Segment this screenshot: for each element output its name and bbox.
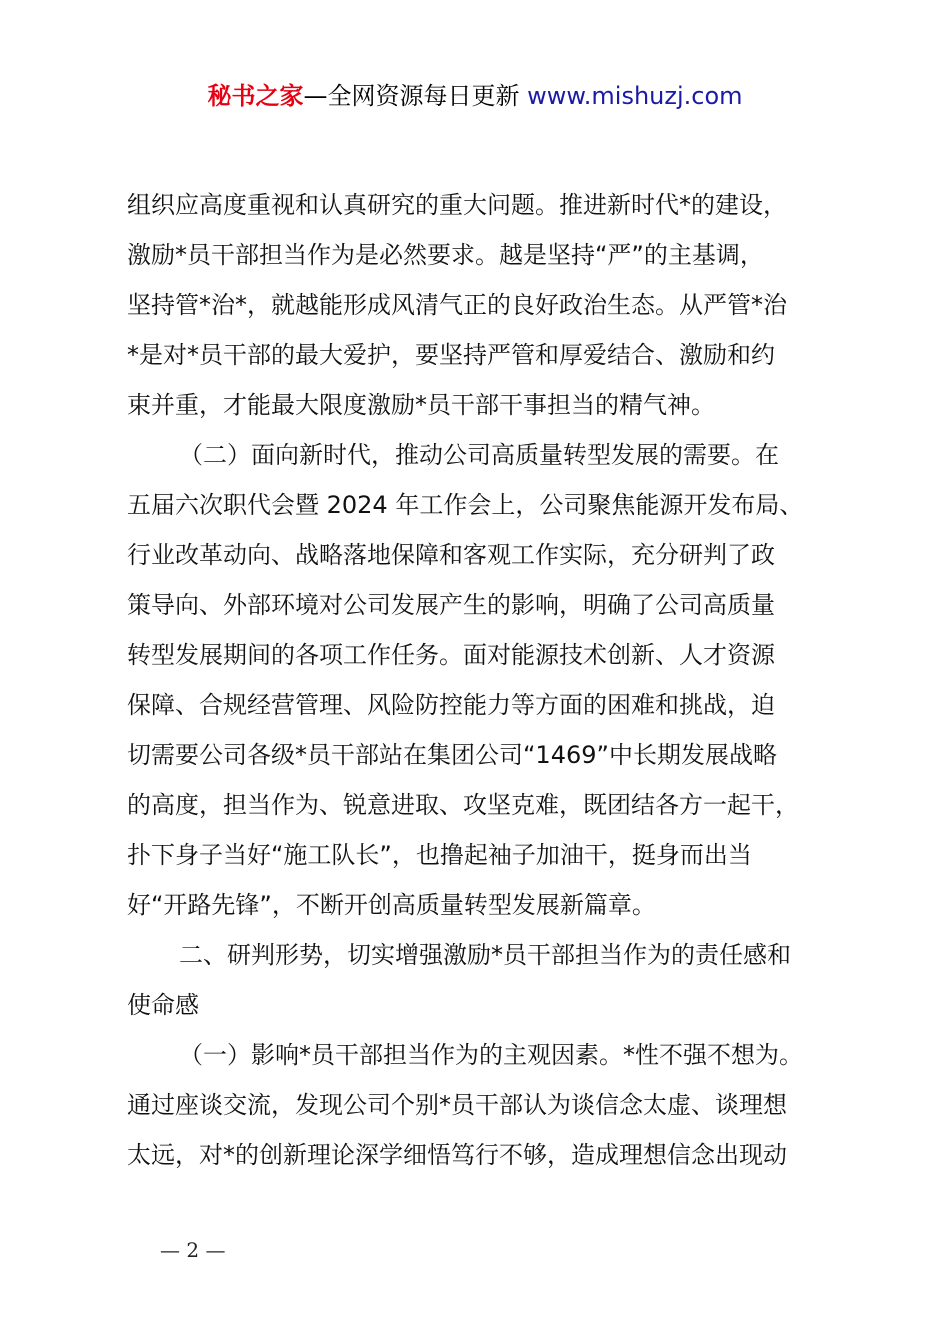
- site-url-link[interactable]: www.mishuzj.com: [527, 82, 743, 110]
- section-heading-line: （二）面向新时代，推动公司高质量转型发展的需要。在: [179, 441, 779, 469]
- page-number: — 2 —: [160, 1238, 226, 1262]
- text-line: 转型发展期间的各项工作任务。面对能源技术创新、人才资源: [127, 641, 775, 669]
- site-slogan: —全网资源每日更新: [303, 82, 528, 110]
- text-line: 激励*员干部担当作为是必然要求。越是坚持“严”的主基调，: [127, 241, 764, 269]
- text-line: 的高度，担当作为、锐意进取、攻坚克难，既团结各方一起干，: [127, 791, 799, 819]
- document-body: [127, 180, 835, 1180]
- text-line: 五届六次职代会暨 2024 年工作会上，公司聚焦能源开发布局、: [127, 491, 804, 519]
- text-line: *是对*员干部的最大爱护，要坚持严管和厚爱结合、激励和约: [127, 341, 775, 369]
- section-heading-line: 二、研判形势，切实增强激励*员干部担当作为的责任感和: [179, 941, 791, 969]
- text-line: 束并重，才能最大限度激励*员干部干事担当的精气神。: [127, 391, 715, 419]
- text-line: 组织应高度重视和认真研究的重大问题。推进新时代*的建设，: [127, 191, 787, 219]
- site-brand: 秘书之家: [207, 82, 304, 110]
- section-heading-line: （一）影响*员干部担当作为的主观因素。*性不强不想为。: [179, 1041, 803, 1069]
- site-header: [0, 78, 950, 114]
- text-line: 好“开路先锋”，不断开创高质量转型发展新篇章。: [127, 891, 656, 919]
- text-line: 使命感: [127, 991, 199, 1019]
- text-line: 太远，对*的创新理论深学细悟笃行不够，造成理想信念出现动: [127, 1141, 787, 1169]
- text-line: 切需要公司各级*员干部站在集团公司“1469”中长期发展战略: [127, 741, 777, 769]
- text-line: 通过座谈交流，发现公司个别*员干部认为谈信念太虚、谈理想: [127, 1091, 787, 1119]
- text-line: 扑下身子当好“施工队长”，也撸起袖子加油干，挺身而出当: [127, 841, 752, 869]
- text-line: 保障、合规经营管理、风险防控能力等方面的困难和挑战，迫: [127, 691, 775, 719]
- text-line: 策导向、外部环境对公司发展产生的影响，明确了公司高质量: [127, 591, 775, 619]
- text-line: 行业改革动向、战略落地保障和客观工作实际，充分研判了政: [127, 541, 775, 569]
- text-line: 坚持管*治*，就越能形成风清气正的良好政治生态。从严管*治: [127, 291, 787, 319]
